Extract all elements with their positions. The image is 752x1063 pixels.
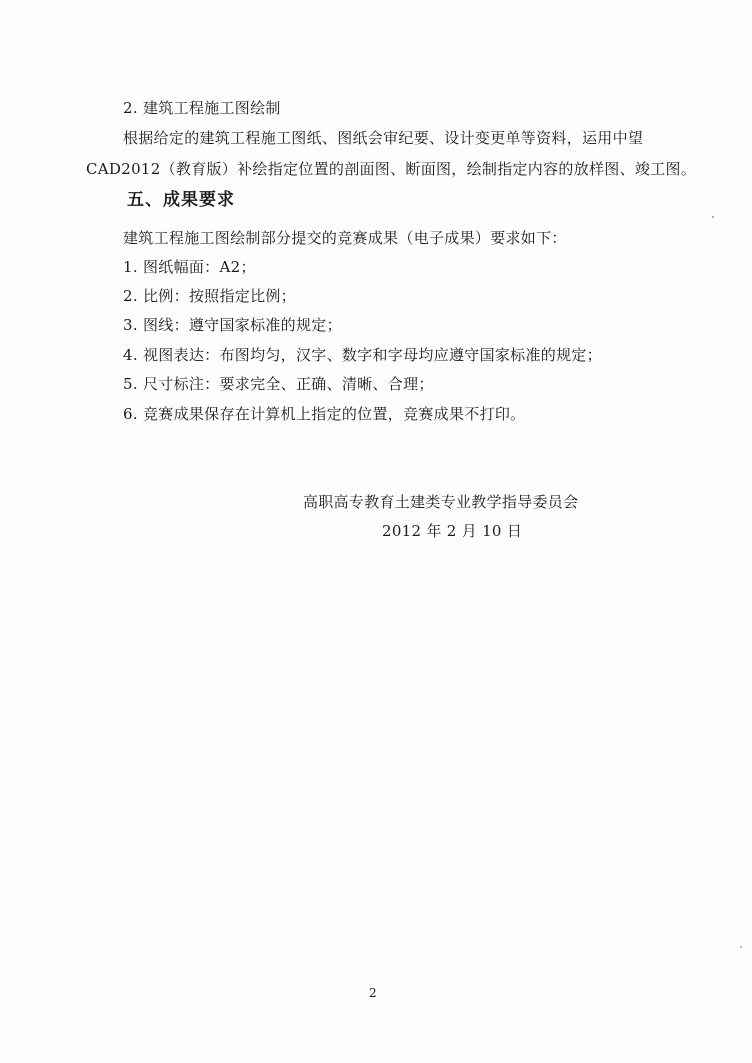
- requirement-item-5: 5. 尺寸标注：要求完全、正确、清晰、合理；: [123, 375, 434, 393]
- signature-organization: 高职高专教育土建类专业教学指导委员会: [303, 493, 579, 511]
- section-2-body-line-1: 根据给定的建筑工程施工图纸、图纸会审纪要、设计变更单等资料，运用中望: [123, 129, 644, 147]
- requirement-item-2: 2. 比例：按照指定比例；: [123, 287, 296, 305]
- section-5-intro: 建筑工程施工图绘制部分提交的竞赛成果（电子成果）要求如下：: [123, 229, 567, 247]
- signature-date: 2012 年 2 月 10 日: [382, 522, 523, 540]
- section-2-body-line-2: CAD2012（教育版）补绘指定位置的剖面图、断面图，绘制指定内容的放样图、竣工图。: [86, 160, 697, 178]
- requirement-item-6: 6. 竞赛成果保存在计算机上指定的位置，竞赛成果不打印。: [123, 405, 526, 423]
- scan-speck: [740, 946, 742, 948]
- requirement-item-3: 3. 图线：遵守国家标准的规定；: [123, 316, 342, 334]
- requirement-item-1: 1. 图纸幅面：A2；: [123, 258, 256, 276]
- section-5-heading: 五、成果要求: [127, 190, 235, 210]
- page-number: 2: [369, 986, 377, 1000]
- requirement-item-4: 4. 视图表达：布图均匀，汉字、数字和字母均应遵守国家标准的规定；: [123, 346, 602, 364]
- section-2-title: 2. 建筑工程施工图绘制: [123, 99, 281, 117]
- scan-speck: [712, 216, 714, 218]
